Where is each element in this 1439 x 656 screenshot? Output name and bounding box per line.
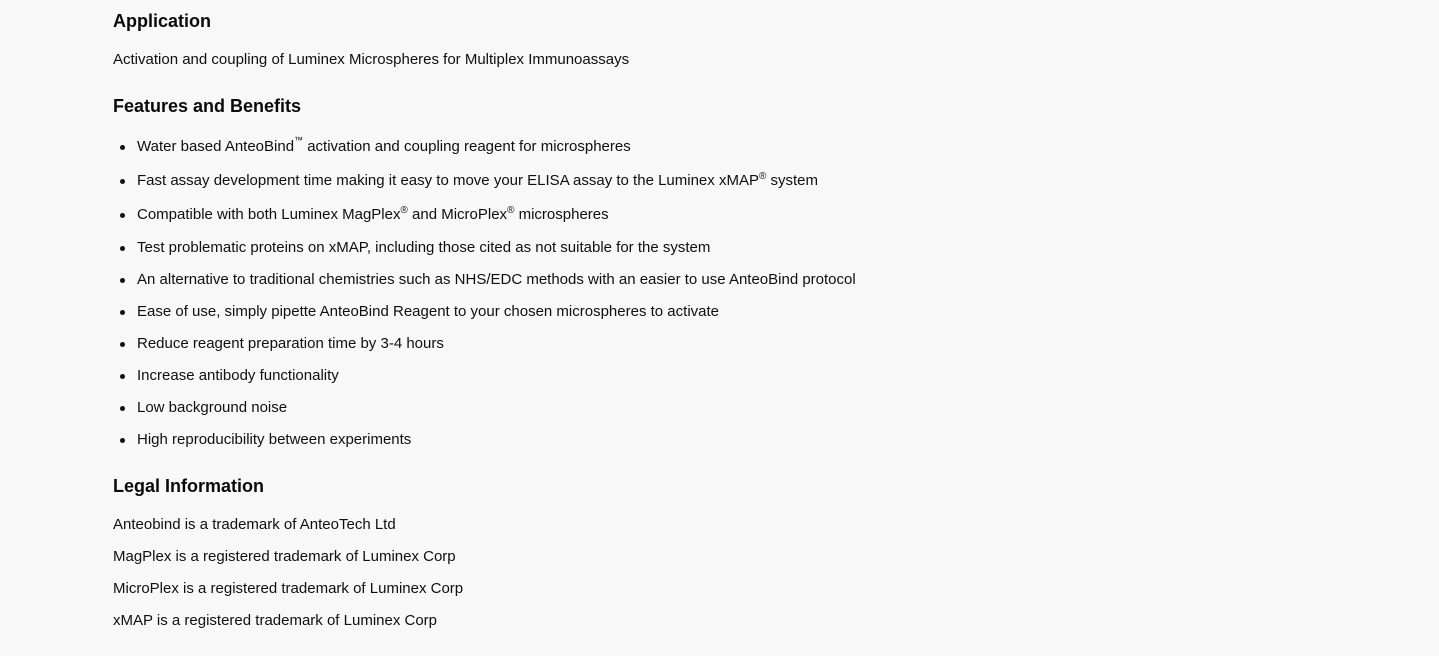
features-heading: Features and Benefits xyxy=(113,96,302,116)
registered-mark: ® xyxy=(507,205,515,216)
feature-text: and MicroPlex xyxy=(407,206,508,223)
legal-line: MicroPlex is a registered trademark of Luminex Corp xyxy=(113,580,464,597)
feature-text: An alternative to traditional chemistries such as NHS/EDC methods with an easier to use AnteoBind protocol xyxy=(137,271,856,288)
legal-heading: Legal Information xyxy=(113,476,265,496)
feature-text: activation and coupling reagent for microspheres xyxy=(303,138,631,155)
feature-text: Compatible with both Luminex MagPlex xyxy=(137,206,401,223)
feature-text: Test problematic proteins on xMAP, including those cited as not suitable for the system xyxy=(137,239,711,256)
legal-line: MagPlex is a registered trademark of Luminex Corp xyxy=(113,548,456,565)
feature-text: Fast assay development time making it easy to move your ELISA assay to the Luminex xMAP xyxy=(137,172,759,189)
list-item xyxy=(113,270,856,290)
list-item xyxy=(113,205,609,225)
list-item xyxy=(113,366,339,386)
list-item xyxy=(113,137,631,157)
legal-line: xMAP is a registered trademark of Luminex Corp xyxy=(113,612,438,629)
application-text: Activation and coupling of Luminex Microspheres for Multiplex Immunoassays xyxy=(113,51,630,68)
feature-text: microspheres xyxy=(514,206,609,223)
list-item xyxy=(113,238,710,258)
list-item xyxy=(113,171,818,191)
feature-text: Increase antibody functionality xyxy=(137,367,339,384)
feature-text: Reduce reagent preparation time by 3-4 hours xyxy=(137,335,444,352)
feature-text: Ease of use, simply pipette AnteoBind Reagent to your chosen microspheres to activate xyxy=(137,303,719,320)
trademark-mark: ™ xyxy=(294,135,304,145)
legal-line: Anteobind is a trademark of AnteoTech Ltd xyxy=(113,516,396,533)
registered-mark: ® xyxy=(758,171,767,182)
list-item xyxy=(113,398,287,418)
application-heading: Application xyxy=(113,11,211,31)
feature-text: High reproducibility between experiments xyxy=(137,431,412,448)
list-item xyxy=(113,334,444,354)
list-item xyxy=(113,430,411,450)
list-item xyxy=(113,302,719,322)
feature-text: Water based AnteoBind xyxy=(137,138,295,155)
feature-text: Low background noise xyxy=(137,399,288,416)
registered-mark: ® xyxy=(400,205,408,216)
feature-text: system xyxy=(766,172,819,189)
